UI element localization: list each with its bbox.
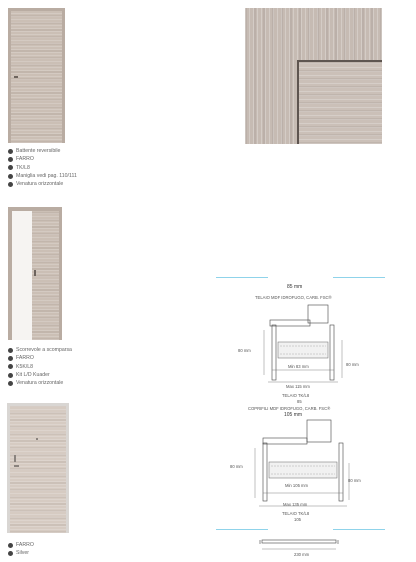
list-item: Venatura orizzontale (8, 379, 72, 387)
door-pull-icon (34, 270, 36, 276)
separator-line (216, 277, 268, 278)
separator-line (333, 277, 385, 278)
list-item: Kit L/D Kuader (8, 371, 72, 379)
door-armored-features (8, 541, 34, 558)
list-item: Battente reversibile (8, 147, 77, 155)
bullet-icon (8, 348, 13, 353)
wood-detail-image (245, 8, 382, 144)
bullet-icon (8, 356, 13, 361)
profile2-max: Max 135 mm (283, 502, 308, 507)
list-item: Scorrevole a scomparsa (8, 346, 72, 354)
list-item: FARRO (8, 541, 34, 549)
profile2-height-left: 80 mm (230, 464, 243, 469)
profile1-height-right: 80 mm (346, 362, 359, 367)
profile1-material: TELAIO MDF IDROFUGO, CARB. FSC® (255, 295, 332, 300)
list-item: Silver (8, 549, 34, 557)
list-item: TK/L8 (8, 164, 77, 172)
bullet-icon (8, 182, 13, 187)
door-sliding-features (8, 346, 72, 387)
profile1-code: 85 (297, 399, 302, 404)
profile1-width: 85 mm (287, 284, 303, 290)
bullet-icon (8, 165, 13, 170)
door-hinged-features (8, 147, 77, 188)
door-armored-image (10, 406, 66, 533)
profile1-min: Min 83 mm (288, 364, 309, 369)
list-item: K5K/L8 (8, 363, 72, 371)
list-item: FARRO (8, 155, 77, 163)
profile1-label: TELAIO TK/L8 (282, 393, 310, 398)
profile2-min: Min 105 mm (285, 483, 309, 488)
list-item: Venatura orizzontale (8, 180, 77, 188)
bullet-icon (8, 543, 13, 548)
bullet-icon (8, 174, 13, 179)
door-opening (12, 211, 32, 340)
door-handle-icon (14, 76, 18, 78)
separator-line (216, 529, 268, 530)
list-item: Maniglia vedi pag. 110/111 (8, 172, 77, 180)
bullet-icon (8, 373, 13, 378)
profile2-material: COPRIFILI MDF IDROFUGO, CARB. FSC® (248, 406, 331, 411)
bullet-icon (8, 364, 13, 369)
keyhole-icon (36, 438, 38, 440)
profile2-code: 105 (294, 517, 301, 522)
separator-line (333, 529, 385, 530)
profile3-width: 230 mm (294, 552, 310, 557)
panel-detail (297, 60, 382, 144)
door-hinged-image (11, 11, 62, 143)
profile2-width: 105 mm (284, 412, 303, 418)
frame-profile-3-drawing (258, 536, 340, 552)
lock-icon (14, 455, 16, 462)
profile2-height-right: 80 mm (348, 478, 361, 483)
door-handle-icon (14, 465, 19, 467)
profile1-height-left: 80 mm (238, 348, 251, 353)
list-item: FARRO (8, 354, 72, 362)
frame-profile-1-drawing (250, 300, 360, 385)
bullet-icon (8, 551, 13, 556)
bullet-icon (8, 157, 13, 162)
door-sliding-image (32, 211, 59, 340)
profile1-max: Max 115 mm (286, 384, 310, 389)
frame-profile-2-drawing (245, 418, 365, 510)
bullet-icon (8, 149, 13, 154)
profile2-label: TELAIO TK/L8 (282, 511, 310, 516)
bullet-icon (8, 381, 13, 386)
